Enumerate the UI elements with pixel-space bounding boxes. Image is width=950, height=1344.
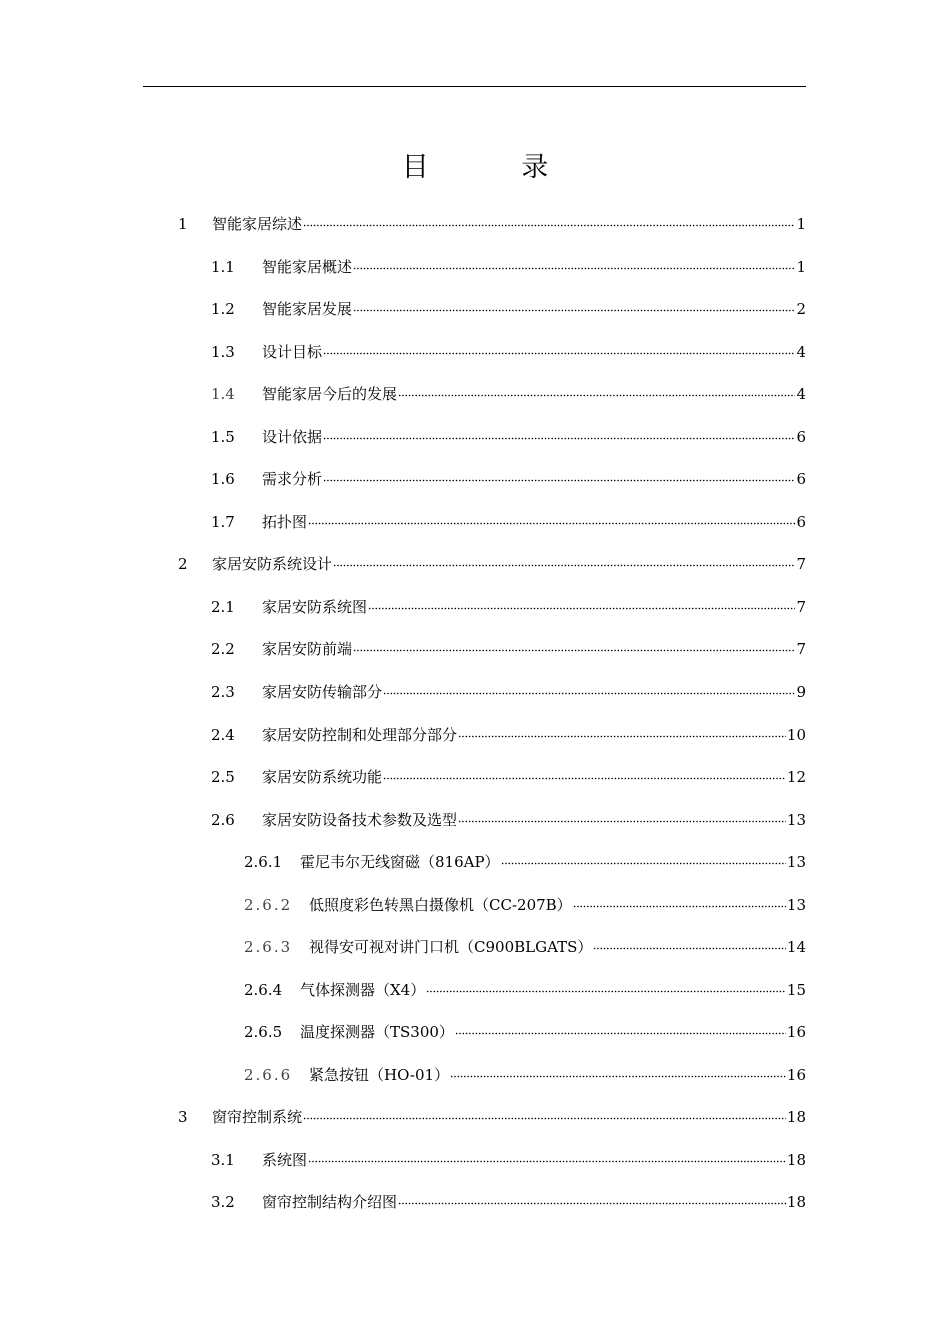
toc-number: 1.7: [211, 513, 235, 531]
toc-label: 家居安防设备技术参数及选型: [262, 811, 458, 829]
toc-page: 7: [796, 598, 806, 616]
toc-page: 13: [786, 853, 806, 871]
toc-leader: [426, 975, 786, 995]
toc-label: 智能家居概述: [262, 258, 353, 276]
toc-leader: [323, 464, 795, 484]
toc-number: 2.6: [211, 811, 235, 829]
toc-label: 智能家居发展: [262, 300, 353, 318]
toc-number: 1.3: [211, 343, 235, 361]
toc-entry-2-3[interactable]: [211, 677, 806, 701]
toc-leader: [501, 847, 786, 867]
toc-entry-2-2[interactable]: [211, 634, 806, 658]
toc-leader: [383, 677, 795, 697]
toc-label: 拓扑图: [262, 513, 308, 531]
toc-number: 3.1: [211, 1151, 235, 1169]
toc-leader: [353, 294, 795, 314]
toc-leader: [323, 422, 795, 442]
toc-leader: [308, 1145, 786, 1165]
toc-leader: [573, 890, 786, 910]
toc-number: 2.3: [211, 683, 235, 701]
toc-number: 1: [178, 215, 188, 233]
toc-number: 1.6: [211, 470, 235, 488]
toc-label: 家居安防系统功能: [262, 768, 383, 786]
toc-entry-3-1[interactable]: [211, 1145, 806, 1169]
toc-entry-2-6-4[interactable]: [244, 975, 806, 999]
toc-entry-2-6-5[interactable]: [244, 1017, 806, 1041]
toc-entry-1-3[interactable]: [211, 337, 806, 361]
toc-entry-1-5[interactable]: [211, 422, 806, 446]
toc-number: 2.4: [211, 726, 235, 744]
toc-label: 低照度彩色转黑白摄像机（CC-207B）: [309, 896, 572, 914]
toc-number: 1.2: [211, 300, 235, 318]
toc-number: 1.1: [211, 258, 235, 276]
toc-page: 4: [796, 385, 806, 403]
toc-page: 13: [786, 811, 806, 829]
toc-page: 18: [786, 1193, 806, 1211]
toc-page: 15: [786, 981, 806, 999]
toc-number: 2.6.3: [244, 938, 293, 956]
toc-label: 视得安可视对讲门口机（C900BLGATS）: [309, 938, 593, 956]
toc-label: 设计依据: [262, 428, 323, 446]
toc-leader: [458, 805, 786, 825]
toc-number: 2: [178, 555, 188, 573]
toc-leader: [368, 592, 795, 612]
toc-label: 窗帘控制结构介绍图: [262, 1193, 398, 1211]
toc-entry-2-6-6[interactable]: [244, 1060, 806, 1084]
toc-leader: [303, 209, 795, 229]
toc-number: 1.4: [211, 385, 235, 403]
toc-leader: [353, 252, 795, 272]
toc-label: 家居安防前端: [262, 640, 353, 658]
toc-leader: [323, 337, 795, 357]
toc-entry-2-6-1[interactable]: [244, 847, 806, 871]
toc-page: 2: [796, 300, 806, 318]
header-rule: [143, 86, 806, 87]
toc-page: 6: [796, 428, 806, 446]
toc-label: 设计目标: [262, 343, 323, 361]
toc-page: 18: [786, 1151, 806, 1169]
toc-page: 16: [786, 1066, 806, 1084]
toc-label: 智能家居综述: [212, 215, 303, 233]
toc-label: 智能家居今后的发展: [262, 385, 398, 403]
toc-page: 6: [796, 513, 806, 531]
toc-page: 7: [796, 640, 806, 658]
toc-leader: [593, 932, 786, 952]
toc-label: 家居安防系统图: [262, 598, 368, 616]
toc-page: 7: [796, 555, 806, 573]
toc-leader: [458, 720, 786, 740]
toc-page: 9: [796, 683, 806, 701]
toc-page: 6: [796, 470, 806, 488]
toc-label: 霍尼韦尔无线窗磁（816AP）: [300, 853, 500, 871]
toc-page: 4: [796, 343, 806, 361]
toc-entry-2-6-3[interactable]: [244, 932, 806, 956]
toc-label: 气体探测器（X4）: [300, 981, 426, 999]
toc-label: 家居安防系统设计: [212, 555, 333, 573]
toc-entry-3-2[interactable]: [211, 1187, 806, 1211]
toc-number: 2.6.5: [244, 1023, 283, 1041]
toc-label: 窗帘控制系统: [212, 1108, 303, 1126]
toc-entry-1[interactable]: [178, 209, 806, 233]
toc-label: 家居安防传输部分: [262, 683, 383, 701]
toc-leader: [455, 1017, 786, 1037]
toc-entry-1-4[interactable]: [211, 379, 806, 403]
toc-label: 系统图: [262, 1151, 308, 1169]
toc-number: 3.2: [211, 1193, 235, 1211]
toc-label: 温度探测器（TS300）: [300, 1023, 454, 1041]
toc-label: 紧急按钮（HO-01）: [309, 1066, 450, 1084]
toc-number: 1.5: [211, 428, 235, 446]
toc-page: 1: [796, 258, 806, 276]
toc-leader: [398, 1187, 786, 1207]
toc-number: 2.6.4: [244, 981, 283, 999]
toc-page: 10: [786, 726, 806, 744]
toc-number: 2.6.6: [244, 1066, 293, 1084]
toc-entry-2-6[interactable]: [211, 805, 806, 829]
toc-entry-2[interactable]: [178, 549, 806, 573]
toc-number: 3: [178, 1108, 188, 1126]
toc-number: 2.6.1: [244, 853, 283, 871]
toc-entry-2-4[interactable]: [211, 720, 806, 744]
toc-leader: [353, 634, 795, 654]
toc-page: 12: [786, 768, 806, 786]
toc-leader: [383, 762, 786, 782]
toc-page: 14: [786, 938, 806, 956]
toc-leader: [303, 1102, 786, 1122]
toc-leader: [308, 507, 795, 527]
toc-number: 2.6.2: [244, 896, 293, 914]
toc-entry-1-6[interactable]: [211, 464, 806, 488]
toc-entry-1-2[interactable]: [211, 294, 806, 318]
toc-page: 13: [786, 896, 806, 914]
toc-leader: [450, 1060, 786, 1080]
toc-leader: [398, 379, 795, 399]
toc-entry-2-1[interactable]: [211, 592, 806, 616]
toc-label: 家居安防控制和处理部分部分: [262, 726, 458, 744]
toc-leader: [333, 549, 795, 569]
toc-number: 2.5: [211, 768, 235, 786]
toc-entry-1-1[interactable]: [211, 252, 806, 276]
toc-page: 1: [796, 215, 806, 233]
toc-entry-1-7[interactable]: [211, 507, 806, 531]
page-title: 目 录: [401, 152, 591, 183]
toc-entry-3[interactable]: [178, 1102, 806, 1126]
toc-number: 2.2: [211, 640, 235, 658]
toc-page: 16: [786, 1023, 806, 1041]
toc-entry-2-6-2[interactable]: [244, 890, 806, 914]
toc-entry-2-5[interactable]: [211, 762, 806, 786]
toc-label: 需求分析: [262, 470, 323, 488]
toc-page: 18: [786, 1108, 806, 1126]
toc-number: 2.1: [211, 598, 235, 616]
